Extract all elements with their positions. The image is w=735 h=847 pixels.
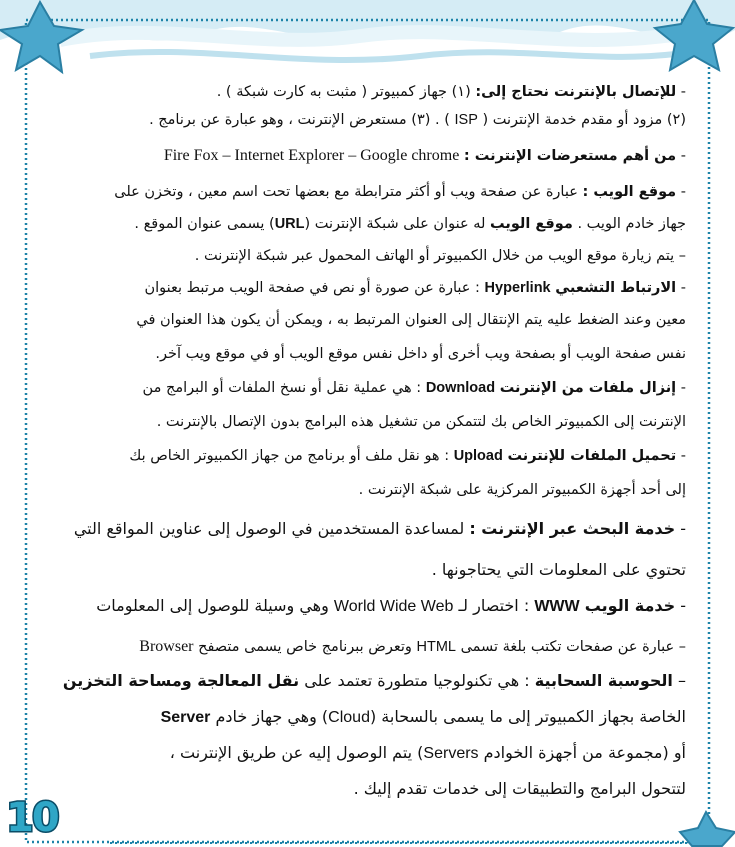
page-number: 10 [6, 795, 58, 841]
keyword-term: خدمة الويب [584, 596, 676, 615]
text-segment: Cloud [328, 709, 370, 726]
text-line [354, 779, 686, 799]
text-segment: : هي تكنولوجيا متطورة تعتمد على [299, 671, 535, 690]
text-segment: تحتوي على المعلومات التي يحتاجونها . [431, 560, 686, 579]
text-segment: إلى أحد أجهزة الكمبيوتر المركزية على شبكة الإنترنت . [358, 482, 686, 498]
keyword-term: من أهم مستعرضات الإنترنت : [463, 148, 677, 164]
text-segment: Browser [139, 638, 194, 655]
keyword-term: موقع الويب : [582, 184, 677, 200]
text-segment: ) يتم الوصول إليه عن طريق الإنترنت ، [169, 743, 424, 762]
text-segment: - [676, 448, 686, 464]
text-segment: – عبارة عن صفحات تكتب بلغة تسمى [455, 639, 686, 655]
text-line [149, 110, 686, 130]
text-segment: URL [274, 216, 305, 232]
text-segment: : اختصار لـ [453, 596, 535, 615]
text-segment: : هي عملية نقل أو نسخ الملفات أو البرامج من [142, 380, 426, 396]
text-segment: عبارة عن صفحة ويب أو أكثر مترابطة مع بعضها تحت اسم معين ، وتخزن على [114, 184, 583, 200]
keyword-term: خدمة البحث عبر الإنترنت : [469, 519, 676, 538]
text-segment: وهي وسيلة للوصول إلى المعلومات [96, 596, 334, 615]
text-segment: – يتم زيارة موقع الويب من خلال الكمبيوتر أو الهاتف المحمول عبر شبكة الإنترنت . [194, 248, 686, 264]
text-segment: - [675, 596, 686, 615]
keyword-term: نقل المعالجة ومساحة التخزين [62, 671, 300, 690]
text-segment: Fire Fox – Internet Explorer – Google chrome [163, 147, 460, 164]
text-segment: - [676, 280, 686, 296]
text-segment: ) وهي جهاز خادم [210, 707, 329, 726]
text-line [217, 82, 686, 102]
text-segment: - [676, 184, 686, 200]
text-segment: معين وعند الضغط عليه يتم الإنتقال إلى العنوان المرتبط به ، ويمكن أن يكون هذا العنوان في [136, 312, 686, 328]
text-line [157, 412, 686, 432]
text-segment: Download [425, 380, 496, 396]
text-line [164, 146, 686, 166]
text-line [136, 310, 686, 330]
text-line [63, 671, 686, 691]
text-segment: Servers [423, 745, 479, 762]
text-line [155, 344, 686, 364]
keyword-term: الارتباط التشعبي [555, 280, 677, 296]
text-line [134, 214, 686, 234]
text-segment: (١) جهاز كمبيوتر ( مثبت به كارت شبكة ) . [216, 84, 476, 100]
text-line [143, 378, 686, 398]
text-line [114, 182, 686, 202]
text-segment: لتتحول البرامج والتطبيقات إلى خدمات تقدم إليك . [353, 779, 686, 798]
text-segment: WWW [534, 598, 580, 615]
keyword-term: الحوسبة السحابية [534, 671, 673, 690]
text-line [74, 519, 686, 539]
text-line [170, 743, 686, 764]
text-line [195, 246, 686, 266]
text-segment: Server [160, 709, 211, 726]
text-line [129, 446, 686, 466]
text-segment: : عبارة عن صورة أو نص في صفحة الويب مرتبط بعنوان [144, 280, 485, 296]
text-line [359, 480, 686, 500]
text-segment: الإنترنت إلى الكمبيوتر الخاص بك لتتمكن من تشغيل هذه البرامج بدون الإتصال بالإنترنت . [156, 414, 686, 430]
text-segment: أو (مجموعة من أجهزة الخوادم [478, 743, 686, 762]
text-segment: Hyperlink [484, 280, 551, 296]
text-segment: ) . (٣) مستعرض الإنترنت ، وهو عبارة عن برنامج . [149, 112, 455, 128]
text-segment: وتعرض ببرنامج خاص يسمى متصفح [193, 639, 417, 655]
text-segment: ISP [454, 112, 478, 128]
text-line [144, 278, 686, 298]
text-line [96, 596, 686, 617]
text-segment: Upload [453, 448, 503, 464]
star-bottom-right-icon [680, 812, 735, 846]
text-segment: World Wide Web [333, 598, 454, 615]
text-segment: جهاز خادم الويب . [572, 216, 686, 232]
text-segment: HTML [416, 639, 456, 655]
text-segment: الخاصة بجهاز الكمبيوتر إلى ما يسمى بالسحابة ( [369, 707, 686, 726]
text-segment: ) يسمى عنوان الموقع . [134, 216, 275, 232]
text-segment: نفس صفحة الويب أو بصفحة ويب أخرى أو داخل نفس موقع الويب أو في موقع ويب آخر. [155, 346, 686, 362]
text-line [432, 560, 686, 580]
text-segment: - [676, 84, 686, 100]
text-segment: (٢) مزود أو مقدم خدمة الإنترنت ( [477, 112, 686, 128]
text-segment: – [672, 671, 686, 690]
text-line [161, 707, 686, 728]
text-line [139, 637, 686, 657]
text-segment: - [675, 519, 686, 538]
text-segment: له عنوان على شبكة الإنترنت ( [304, 216, 491, 232]
text-segment: - [676, 148, 686, 164]
keyword-term: إنزال ملفات من الإنترنت [499, 380, 677, 396]
text-segment: - [676, 380, 686, 396]
top-wave-band [0, 0, 735, 60]
keyword-term: موقع الويب [490, 216, 573, 232]
keyword-term: تحميل الملفات للإنترنت [507, 448, 677, 464]
keyword-term: للإتصال بالإنترنت نحتاج إلى: [475, 84, 677, 100]
text-segment: لمساعدة المستخدمين في الوصول إلى عناوين المواقع التي [73, 519, 470, 538]
text-segment: : هو نقل ملف أو برنامج من جهاز الكمبيوتر الخاص بك [129, 448, 454, 464]
